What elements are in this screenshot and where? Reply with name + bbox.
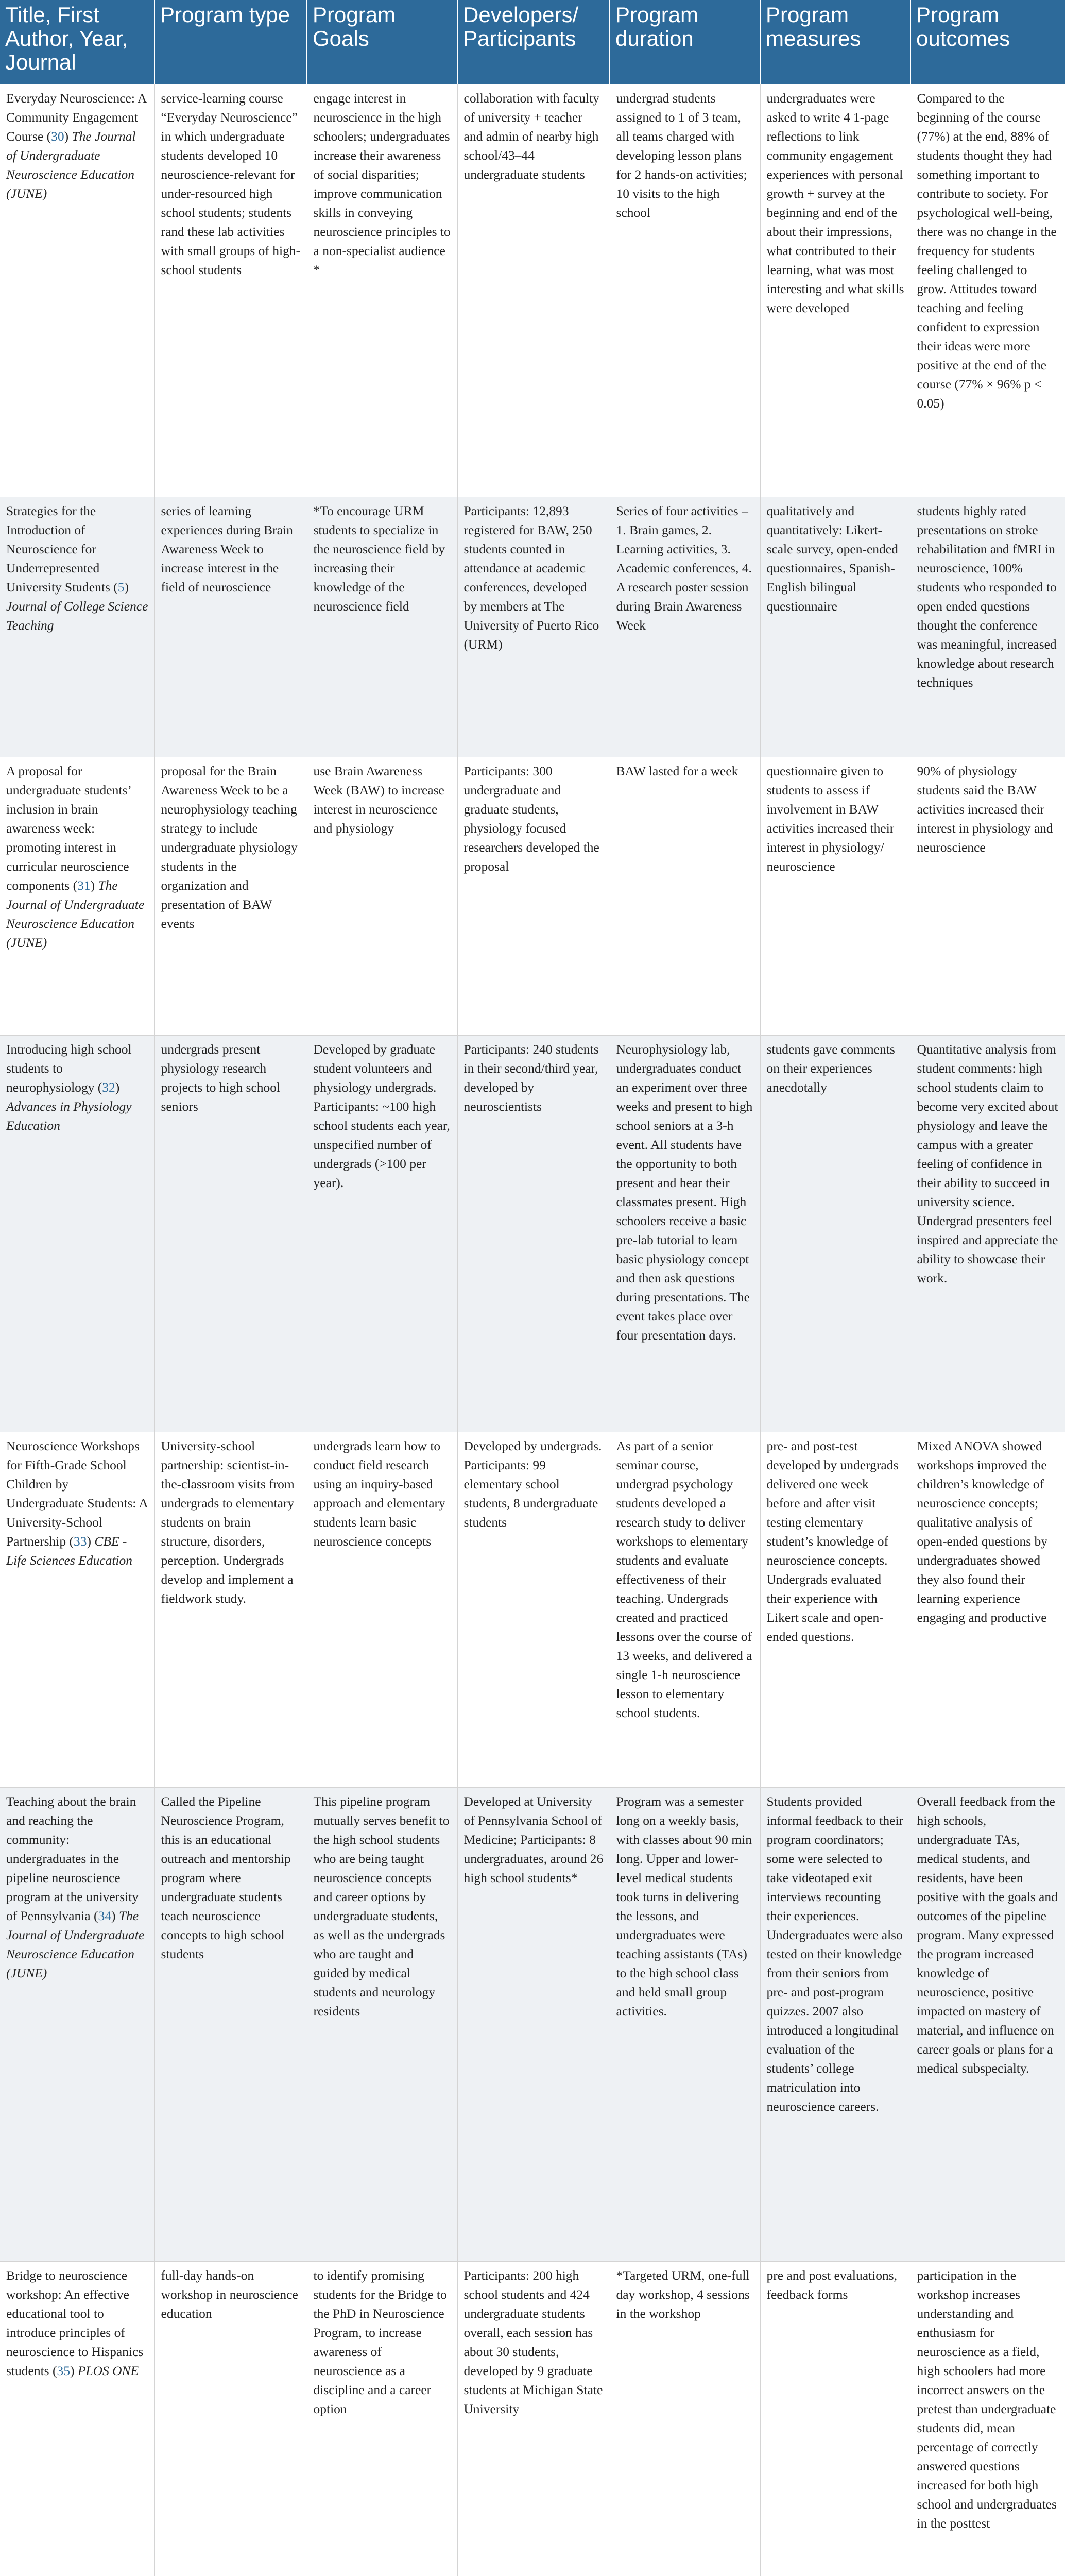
table-row — [0, 2261, 1065, 2576]
cell-measures: students gave comments on their experiences anecdotally — [760, 1035, 911, 1432]
cell-title: A proposal for undergraduate students’ inclusion in brain awareness week: promoting interest in curricular neuroscience components (31) The Journal of Undergraduate Neuroscience Education (JUNE) — [0, 757, 154, 1035]
cell-title: Introducing high school students to neurophysiology (32) Advances in Physiology Education — [0, 1035, 154, 1432]
reference-link[interactable]: 5 — [117, 579, 125, 595]
cell-duration: Program was a semester long on a weekly basis, with classes about 90 min long. Upper and lower-level medical students took turns in delivering the lessons, and undergraduates were teaching assistants (TAs) to the high school class and held small group activities. — [610, 1787, 760, 2261]
cell-program-goals: to identify promising students for the Bridge to the PhD in Neuroscience Program, to increase awareness of neuroscience as a discipline and a career option — [307, 2261, 457, 2576]
reference-link[interactable]: 33 — [74, 1533, 87, 1549]
cell-developers: Participants: 300 undergraduate and graduate students, physiology focused researchers developed the proposal — [457, 757, 610, 1035]
article-title: Teaching about the brain and reaching the community: undergraduates in the pipeline neuroscience program at the university of Pennsylvania ( — [6, 1793, 139, 1923]
cell-program-type: proposal for the Brain Awareness Week to be a neurophysiology teaching strategy to include undergraduate physiology students in the organization and presentation of BAW events — [154, 757, 307, 1035]
cell-title: Teaching about the brain and reaching the community: undergraduates in the pipeline neuroscience program at the university of Pennsylvania (34) The Journal of Undergraduate Neuroscience Education (JUNE) — [0, 1787, 154, 2261]
cell-duration: Series of four activities – 1. Brain games, 2. Learning activities, 3. Academic conferences, 4. A research poster session during Brain Awareness Week — [610, 497, 760, 757]
cell-program-type: undergrads present physiology research projects to high school seniors — [154, 1035, 307, 1432]
table-row — [0, 757, 1065, 1035]
cell-outcomes: Overall feedback from the high schools, undergraduate TAs, medical students, and residents, have been positive with the goals and outcomes of the pipeline program. Many expressed the program increased knowledge of neuroscience, positive impacted on mastery of material, and influence on career goals or plans for a medical subspecialty. — [911, 1787, 1065, 2261]
reference-link[interactable]: 34 — [98, 1908, 111, 1923]
journal-name: Journal of College Science Teaching — [6, 598, 148, 633]
cell-measures: pre- and post-test developed by undergrads delivered one week before and after visit testing elementary student’s knowledge of neuroscience concepts. Undergrads evaluated their experience with Likert scale and open-ended questions. — [760, 1432, 911, 1787]
reference-link[interactable]: 30 — [51, 129, 64, 144]
cell-duration: As part of a senior seminar course, undergrad psychology students developed a research study to deliver workshops to elementary students and evaluate effectiveness of their teaching. Undergrads created and practiced lessons over the course of 13 weeks, and delivered a single 1-h neuroscience lesson to elementary school students. — [610, 1432, 760, 1787]
reference-link[interactable]: 31 — [77, 877, 91, 893]
cell-program-goals: *To encourage URM students to specialize in the neuroscience field by increasing their knowledge of the neuroscience field — [307, 497, 457, 757]
article-title: Introducing high school students to neurophysiology ( — [6, 1041, 132, 1095]
cell-program-goals: This pipeline program mutually serves benefit to the high school students who are being taught neuroscience concepts and career options by undergraduate students, as well as the undergrads who are taught and guided by medical students and neurology residents — [307, 1787, 457, 2261]
article-title: Neuroscience Workshops for Fifth-Grade School Children by Undergraduate Students: A University-School Partnership ( — [6, 1438, 148, 1549]
cell-developers: Developed at University of Pennsylvania School of Medicine; Participants: 8 undergraduates, around 26 high school students* — [457, 1787, 610, 2261]
table-row — [0, 1787, 1065, 2261]
table-row — [0, 1432, 1065, 1787]
journal-name: The Journal of Undergraduate Neuroscience Education (JUNE) — [6, 877, 145, 950]
cell-measures: undergraduates were asked to write 4 1-page reflections to link community engagement experiences with personal growth + survey at the beginning and end of the about their impressions, what contributed to their learning, what was most interesting and what skills were developed — [760, 84, 911, 497]
cell-outcomes: 90% of physiology students said the BAW activities increased their interest in physiology and neuroscience — [911, 757, 1065, 1035]
cell-program-goals: Developed by graduate student volunteers and physiology undergrads. Participants: ~100 high school students each year, unspecified number of undergrads (>100 per year). — [307, 1035, 457, 1432]
cell-measures: qualitatively and quantitatively: Likert-scale survey, open-ended questionnaires, Spanish-English bilingual questionnaire — [760, 497, 911, 757]
cell-program-type: service-learning course “Everyday Neuroscience” in which undergraduate students developed 10 neuroscience-relevant for under-resourced high school students; students rand these lab activities with small groups of high-school students — [154, 84, 307, 497]
cell-duration: Neurophysiology lab, undergraduates conduct an experiment over three weeks and present to high school seniors at a 3-h event. All students have the opportunity to both present and hear their classmates present. High schoolers receive a basic pre-lab tutorial to learn basic physiology concept and then ask questions during presentations. The event takes place over four presentation days. — [610, 1035, 760, 1432]
header-row — [0, 0, 1065, 84]
cell-program-goals: engage interest in neuroscience in the high schoolers; undergraduates increase their awareness of social disparities; improve communication skills in conveying neuroscience principles to a non-specialist audience * — [307, 84, 457, 497]
journal-name: CBE - Life Sciences Education — [6, 1533, 133, 1568]
table-row — [0, 1035, 1065, 1432]
journal-name: PLOS ONE — [77, 2363, 139, 2378]
reference-link[interactable]: 32 — [102, 1079, 115, 1095]
cell-outcomes: students highly rated presentations on stroke rehabilitation and fMRI in neuroscience, 100% students who responded to open ended questions thought the conference was meaningful, increased knowledge about research techniques — [911, 497, 1065, 757]
article-title: A proposal for undergraduate students’ inclusion in brain awareness week: promoting interest in curricular neuroscience components ( — [6, 763, 131, 893]
table-header — [0, 0, 1065, 84]
reference-link[interactable]: 35 — [57, 2363, 70, 2378]
table-body — [0, 84, 1065, 2576]
cell-program-type: full-day hands-on workshop in neuroscience education — [154, 2261, 307, 2576]
journal-name: The Journal of Undergraduate Neuroscience Education (JUNE) — [6, 129, 136, 201]
cell-duration: *Targeted URM, one-full day workshop, 4 sessions in the workshop — [610, 2261, 760, 2576]
cell-program-type: series of learning experiences during Brain Awareness Week to increase interest in the field of neuroscience — [154, 497, 307, 757]
table-row — [0, 497, 1065, 757]
cell-developers: Participants: 240 students in their second/third year, developed by neuroscientists — [457, 1035, 610, 1432]
cell-title: Bridge to neuroscience workshop: An effective educational tool to introduce principles of neuroscience to Hispanics students (35) PLOS ONE — [0, 2261, 154, 2576]
cell-duration: BAW lasted for a week — [610, 757, 760, 1035]
article-title: Strategies for the Introduction of Neuroscience for Underrepresented University Students ( — [6, 503, 118, 595]
cell-title: Neuroscience Workshops for Fifth-Grade School Children by Undergraduate Students: A University-School Partnership (33) CBE - Life Sciences Education — [0, 1432, 154, 1787]
journal-name: The Journal of Undergraduate Neuroscience Education (JUNE) — [6, 1908, 145, 1980]
header-program-measures: Program measures — [760, 0, 911, 84]
cell-title: Strategies for the Introduction of Neuroscience for Underrepresented University Students (5) Journal of College Science Teaching — [0, 497, 154, 757]
cell-program-type: Called the Pipeline Neuroscience Program, this is an educational outreach and mentorship program where undergraduate students teach neuroscience concepts to high school students — [154, 1787, 307, 2261]
cell-developers: collaboration with faculty of university + teacher and admin of nearby high school/43–44 undergraduate students — [457, 84, 610, 497]
article-title: Everyday Neuroscience: A Community Engagement Course ( — [6, 91, 146, 144]
header-program-duration: Program duration — [610, 0, 760, 84]
cell-developers: Participants: 200 high school students and 424 undergraduate students overall, each session has about 30 students, developed by 9 graduate students at Michigan State University — [457, 2261, 610, 2576]
cell-program-type: University-school partnership: scientist-in-the-classroom visits from undergrads to elementary students on brain structure, disorders, perception. Undergrads develop and implement a fieldwork study. — [154, 1432, 307, 1787]
cell-measures: questionnaire given to students to assess if involvement in BAW activities increased their interest in physiology/ neuroscience — [760, 757, 911, 1035]
header-program-goals: Program Goals — [307, 0, 457, 84]
cell-outcomes: participation in the workshop increases understanding and enthusiasm for neuroscience as a field, high schoolers had more incorrect answers on the pretest than undergraduate students did, mean percentage of correctly answered questions increased for both high school and undergraduates in the posttest — [911, 2261, 1065, 2576]
cell-outcomes: Compared to the beginning of the course (77%) at the end, 88% of students thought they had something important to contribute to society. For psychological well-being, there was no change in the frequency for students feeling challenged to grow. Attitudes toward teaching and feeling confident to expression their ideas were more positive at the end of the course (77% × 96% p < 0.05) — [911, 84, 1065, 497]
header-title: Title, First Author, Year, Journal — [0, 0, 154, 84]
cell-outcomes: Mixed ANOVA showed workshops improved the children’s knowledge of neuroscience concepts; qualitative analysis of open-ended questions by undergraduates showed they also found their learning experience engaging and productive — [911, 1432, 1065, 1787]
cell-developers: Participants: 12,893 registered for BAW, 250 students counted in attendance at academic conferences, developed by members at The University of Puerto Rico (URM) — [457, 497, 610, 757]
header-program-outcomes: Program outcomes — [911, 0, 1065, 84]
cell-measures: Students provided informal feedback to their program coordinators; some were selected to take videotaped exit interviews recounting their experiences. Undergraduates were also tested on their knowledge from their seniors from pre- and post-program quizzes. 2007 also introduced a longitudinal evaluation of the students’ college matriculation into neuroscience careers. — [760, 1787, 911, 2261]
cell-developers: Developed by undergrads. Participants: 99 elementary school students, 8 undergraduate students — [457, 1432, 610, 1787]
article-title: Bridge to neuroscience workshop: An effective educational tool to introduce principles of neuroscience to Hispanics students ( — [6, 2267, 144, 2378]
cell-measures: pre and post evaluations, feedback forms — [760, 2261, 911, 2576]
header-program-type: Program type — [154, 0, 307, 84]
cell-outcomes: Quantitative analysis from student comments: high school students claim to become very excited about physiology and leave the campus with a greater feeling of confidence in their ability to succeed in university science. Undergrad presenters feel inspired and appreciate the ability to showcase their work. — [911, 1035, 1065, 1432]
cell-program-goals: undergrads learn how to conduct field research using an inquiry-based approach and elementary students learn basic neuroscience concepts — [307, 1432, 457, 1787]
table-row — [0, 84, 1065, 497]
journal-name: Advances in Physiology Education — [6, 1098, 132, 1133]
cell-title: Everyday Neuroscience: A Community Engagement Course (30) The Journal of Undergraduate Neuroscience Education (JUNE) — [0, 84, 154, 497]
cell-duration: undergrad students assigned to 1 of 3 team, all teams charged with developing lesson plans for 2 hands-on activities; 10 visits to the high school — [610, 84, 760, 497]
header-developers-participants: Developers/ Participants — [457, 0, 610, 84]
cell-program-goals: use Brain Awareness Week (BAW) to increase interest in neuroscience and physiology — [307, 757, 457, 1035]
